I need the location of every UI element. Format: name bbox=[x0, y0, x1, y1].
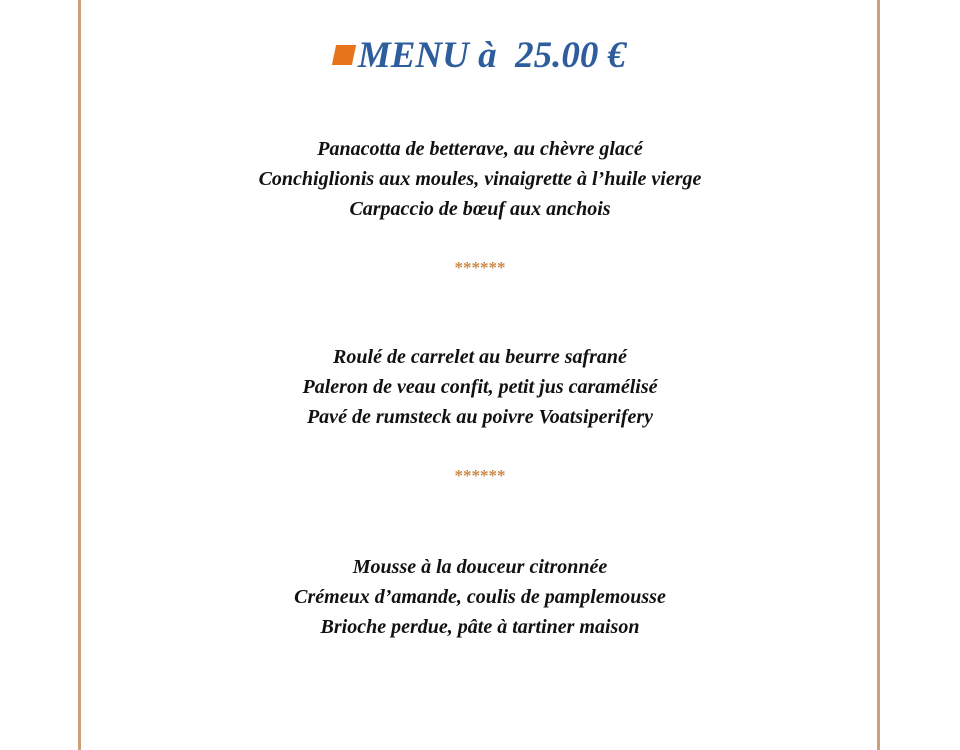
dish-item: Mousse à la douceur citronnée bbox=[352, 556, 608, 578]
dish-item: Crémeux d’amande, coulis de pamplemousse bbox=[294, 586, 666, 608]
menu-title bbox=[0, 34, 960, 78]
course-starters bbox=[0, 134, 960, 224]
dish-item: Paleron de veau confit, petit jus caramélisé bbox=[302, 376, 658, 398]
course-mains bbox=[0, 342, 960, 432]
course-separator: ****** bbox=[454, 466, 506, 485]
course-desserts bbox=[0, 552, 960, 642]
dish-item: Brioche perdue, pâte à tartiner maison bbox=[320, 616, 640, 638]
dish-item: Pavé de rumsteck au poivre Voatsiperifery bbox=[306, 406, 654, 428]
orange-square-bullet-icon bbox=[332, 45, 356, 65]
dish-item: Conchiglionis aux moules, vinaigrette à l’huile vierge bbox=[258, 168, 702, 190]
dish-item: Panacotta de betterave, au chèvre glacé bbox=[317, 138, 643, 160]
dish-item: Roulé de carrelet au beurre safrané bbox=[333, 346, 627, 368]
menu-title-text: MENU à 25.00 € bbox=[357, 35, 627, 76]
dish-item: Carpaccio de bœuf aux anchois bbox=[349, 198, 611, 220]
course-separator: ****** bbox=[454, 258, 506, 277]
